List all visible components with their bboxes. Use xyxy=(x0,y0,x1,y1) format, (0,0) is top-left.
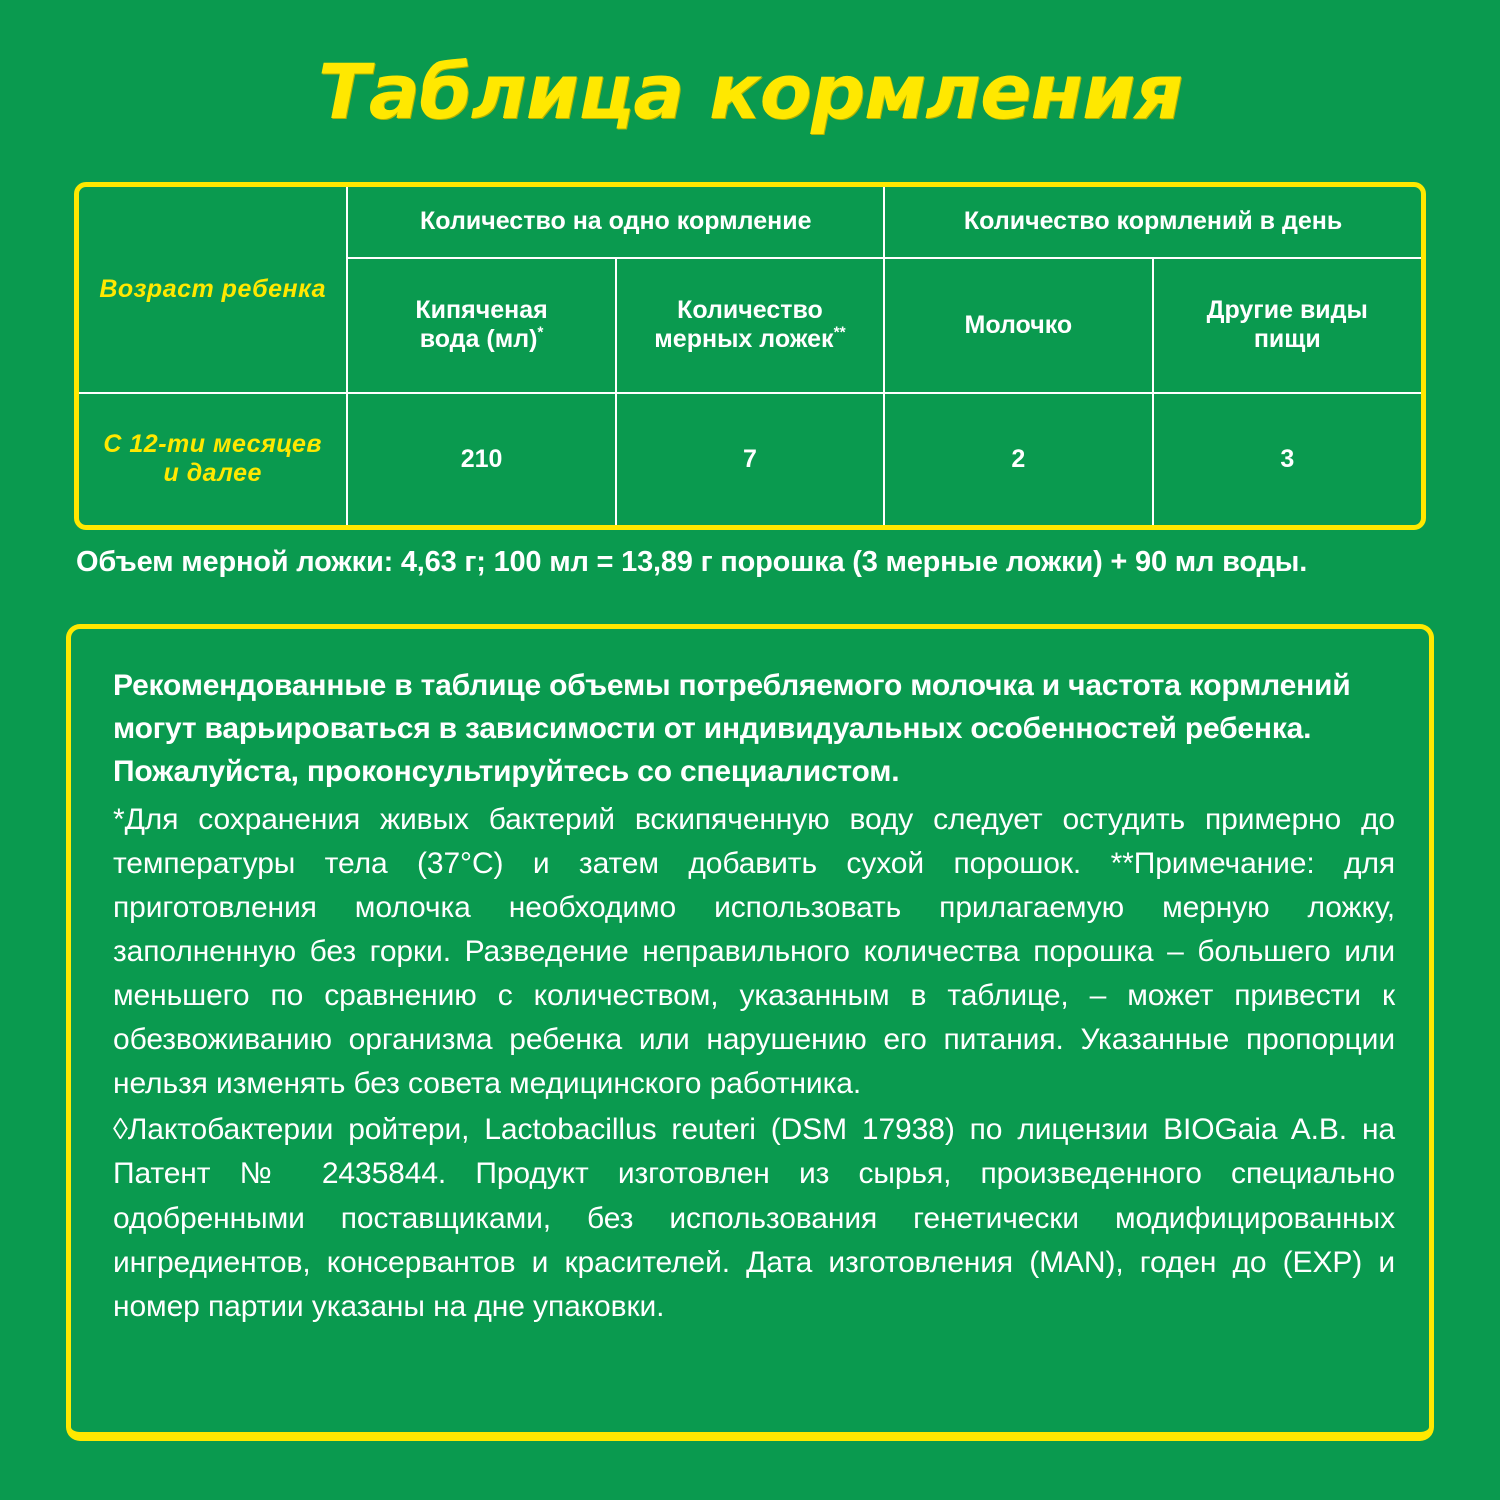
cell-age xyxy=(79,393,347,525)
cell-water-ml: 210 xyxy=(347,393,615,525)
header-scoops-line1: Количество xyxy=(677,295,823,324)
feeding-table xyxy=(79,187,1421,525)
header-age: Возраст ребенка xyxy=(79,187,347,393)
info-paragraph-license: ◊Лактобактерии ройтери, Lactobacillus reuteri (DSM 17938) по лицензии BIOGaia A.B. на Патент № 2435844. Продукт изготовлен из сырья, произведенного специально одобренными поставщиками, без использования генетически модифицированных ингредиентов, консервантов и красителей. Дата изготовления (MAN), годен до (EXP) и номер партии указаны на дне упаковки. xyxy=(113,1113,1395,1323)
cell-age-line2: и далее xyxy=(163,459,262,488)
header-boiled-water-line2: вода (мл) xyxy=(419,325,538,354)
feeding-table-container xyxy=(74,182,1426,530)
header-scoops-line2: мерных ложек xyxy=(654,325,834,354)
header-milk: Молочко xyxy=(884,258,1152,392)
header-boiled-water xyxy=(347,258,615,392)
header-scoops xyxy=(616,258,884,392)
header-other-food-line2: пищи xyxy=(1253,325,1321,354)
info-paragraph-preparation: *Для сохранения живых бактерий вскипяченную воду следует остудить примерно до температуры тела (37°C) и затем добавить сухой порошок. **Примечание: для приготовления молочка необходимо использовать прилагаемую мерную ложку, заполненную без горки. Разведение неправильного количества порошка – большего или меньшего по сравнению с количеством, указанным в таблице, – может привести к обезвоживанию организма ребенка или нарушению его питания. Указанные пропорции нельзя изменять без совета медицинского работника. xyxy=(113,802,1395,1101)
header-other-food-line1: Другие виды xyxy=(1206,295,1368,324)
header-boiled-water-line1: Кипяченая xyxy=(415,295,548,324)
info-bold-paragraph: Рекомендованные в таблице объемы потребляемого молочка и частота кормлений могут варьироваться в зависимости от индивидуальных особенностей ребенка. Пожалуйста, проконсультируйтесь со специалистом. xyxy=(113,669,1351,788)
cell-scoops: 7 xyxy=(616,393,884,525)
table-row xyxy=(79,393,1421,525)
page-title: Таблица кормления xyxy=(317,47,1183,136)
header-scoops-footnote-marker: ** xyxy=(833,325,846,343)
cell-age-line1: С 12-ти месяцев xyxy=(103,429,322,458)
header-boiled-water-footnote-marker: * xyxy=(537,325,544,343)
info-box xyxy=(66,624,1434,1441)
header-group-per-feeding: Количество на одно кормление xyxy=(347,187,884,258)
cell-milk-feedings: 2 xyxy=(884,393,1152,525)
cell-other-food: 3 xyxy=(1153,393,1421,525)
header-other-food xyxy=(1153,258,1421,392)
header-group-per-day: Количество кормлений в день xyxy=(884,187,1421,258)
scoop-volume-note: Объем мерной ложки: 4,63 г; 100 мл = 13,89 г порошка (3 мерные ложки) + 90 мл воды. xyxy=(76,546,1308,578)
table-group-header-row xyxy=(79,187,1421,258)
